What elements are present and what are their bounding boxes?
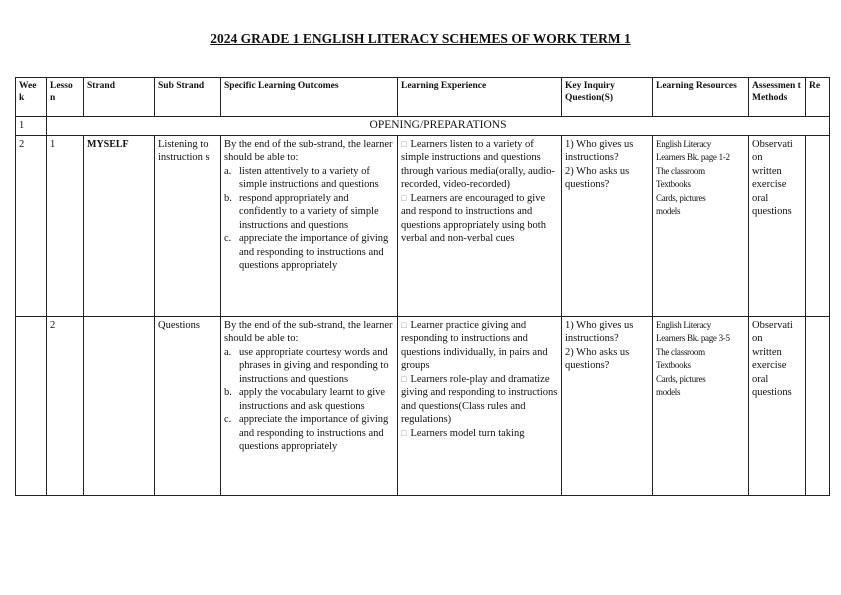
experience-item: □ Learners listen to a variety of simple instructions and questions through various media(orally, audio-recorded, video-recorded) <box>401 138 558 192</box>
experience-item: □ Learners are encouraged to give and respond to instructions and questions appropriately using both verbal and non-verbal cues <box>401 192 558 246</box>
outcome-marker: b. <box>224 192 232 204</box>
header-week: Wee k <box>16 78 47 117</box>
header-outcomes: Specific Learning Outcomes <box>221 78 398 117</box>
experience-cell <box>398 316 562 495</box>
inquiry-question: 1) Who gives us instructions? <box>565 138 634 163</box>
assessment-item: oral <box>752 192 769 204</box>
inquiry-question: 1) Who gives us instructions? <box>565 319 634 344</box>
remarks-cell <box>806 316 830 495</box>
header-strand: Strand <box>84 78 155 117</box>
resource-item: Textbooks <box>656 360 691 370</box>
outcome-marker: b. <box>224 387 232 398</box>
header-assessment: Assessmen t Methods <box>749 78 806 117</box>
header-lesson: Lesso n <box>47 78 84 117</box>
header-remarks: Re <box>806 78 830 117</box>
inquiry-question: 2) Who asks us questions? <box>565 165 630 190</box>
lesson-cell: 1 <box>47 135 84 316</box>
resource-item: English Literacy <box>656 138 711 149</box>
assessment-item: written <box>752 346 782 358</box>
assessment-item: Observati on <box>752 138 793 163</box>
header-resources: Learning Resources <box>653 78 749 117</box>
outcome-marker: c. <box>224 233 232 244</box>
resource-item: English Literacy <box>656 319 711 330</box>
assessment-item: questions <box>752 206 792 217</box>
outcome-item <box>224 386 394 413</box>
lesson-cell: 2 <box>47 316 84 495</box>
outcomes-cell <box>221 135 398 316</box>
header-row <box>16 78 830 117</box>
strand-cell: MYSELF <box>84 135 155 316</box>
document-title: 2024 GRADE 1 ENGLISH LITERACY SCHEMES OF WORK TERM 1 <box>210 31 631 46</box>
outcome-text: respond appropriately and confidently to a variety of simple instructions and questions <box>239 192 379 231</box>
inquiry-question: 2) Who asks us questions? <box>565 346 630 371</box>
outcome-marker: a. <box>224 165 232 177</box>
remarks-cell <box>806 135 830 316</box>
resource-item: Learners Bk. page 3-5 <box>656 333 730 343</box>
assessment-item: Observati on <box>752 319 793 344</box>
outcome-item <box>224 346 394 387</box>
outcome-item <box>224 165 394 192</box>
outcome-text: apply the vocabulary learnt to give instructions and ask questions <box>239 387 386 412</box>
resource-item: The classroom <box>656 346 705 357</box>
outcome-item <box>224 192 394 233</box>
sub-strand-cell: Listening to instruction s <box>155 135 221 316</box>
resource-item: Cards, pictures <box>656 192 706 203</box>
outcome-marker: c. <box>224 414 232 425</box>
resources-cell <box>653 316 749 495</box>
strand-cell <box>84 316 155 495</box>
table-row <box>16 135 830 316</box>
opening-row <box>16 117 830 136</box>
resource-item: Textbooks <box>656 179 691 189</box>
outcome-text: listen attentively to a variety of simple instructions and questions <box>239 165 379 190</box>
resource-item: The classroom <box>656 165 705 176</box>
table-row <box>16 316 830 495</box>
outcome-text: appreciate the importance of giving and responding to instructions and questions appropriately <box>239 233 389 271</box>
resource-item: models <box>656 387 681 397</box>
experience-item: □ Learners model turn taking <box>401 427 558 441</box>
assessment-item: questions <box>752 387 792 398</box>
experience-item: □ Learners role-play and dramatize giving and responding to instructions and questions(Class rules and regulations) <box>401 373 558 427</box>
outcome-item <box>224 413 394 454</box>
outcomes-cell <box>221 316 398 495</box>
outcome-item <box>224 232 394 273</box>
resources-cell <box>653 135 749 316</box>
assessment-item: exercise <box>752 179 787 190</box>
resource-item: models <box>656 206 681 216</box>
opening-label: OPENING/PREPARATIONS <box>47 117 830 136</box>
inquiry-cell <box>562 135 653 316</box>
resource-item: Cards, pictures <box>656 373 706 384</box>
experience-item: □ Learner practice giving and responding to instructions and questions individually, in pairs and groups <box>401 319 558 373</box>
assessment-cell <box>749 135 806 316</box>
header-inquiry: Key Inquiry Question(S) <box>562 78 653 117</box>
outcomes-intro: By the end of the sub-strand, the learner should be able to: <box>224 319 393 344</box>
experience-cell <box>398 135 562 316</box>
assessment-item: oral <box>752 373 769 385</box>
assessment-cell <box>749 316 806 495</box>
scheme-table <box>15 77 830 496</box>
outcome-text: use appropriate courtesy words and phrases in giving and responding to instructions and questions <box>239 346 389 385</box>
sub-strand-cell: Questions <box>155 316 221 495</box>
resource-item: Learners Bk. page 1-2 <box>656 152 730 162</box>
week-cell: 2 <box>16 135 47 316</box>
week-cell: 1 <box>16 117 47 136</box>
outcomes-list <box>224 165 394 273</box>
outcome-marker: a. <box>224 346 232 358</box>
assessment-item: exercise <box>752 360 787 371</box>
assessment-item: written <box>752 165 782 177</box>
outcome-text: appreciate the importance of giving and responding to instructions and questions appropriately <box>239 414 389 452</box>
header-sub-strand: Sub Strand <box>155 78 221 117</box>
outcomes-list <box>224 346 394 454</box>
inquiry-cell <box>562 316 653 495</box>
week-cell <box>16 316 47 495</box>
header-experience: Learning Experience <box>398 78 562 117</box>
outcomes-intro: By the end of the sub-strand, the learner should be able to: <box>224 138 393 163</box>
